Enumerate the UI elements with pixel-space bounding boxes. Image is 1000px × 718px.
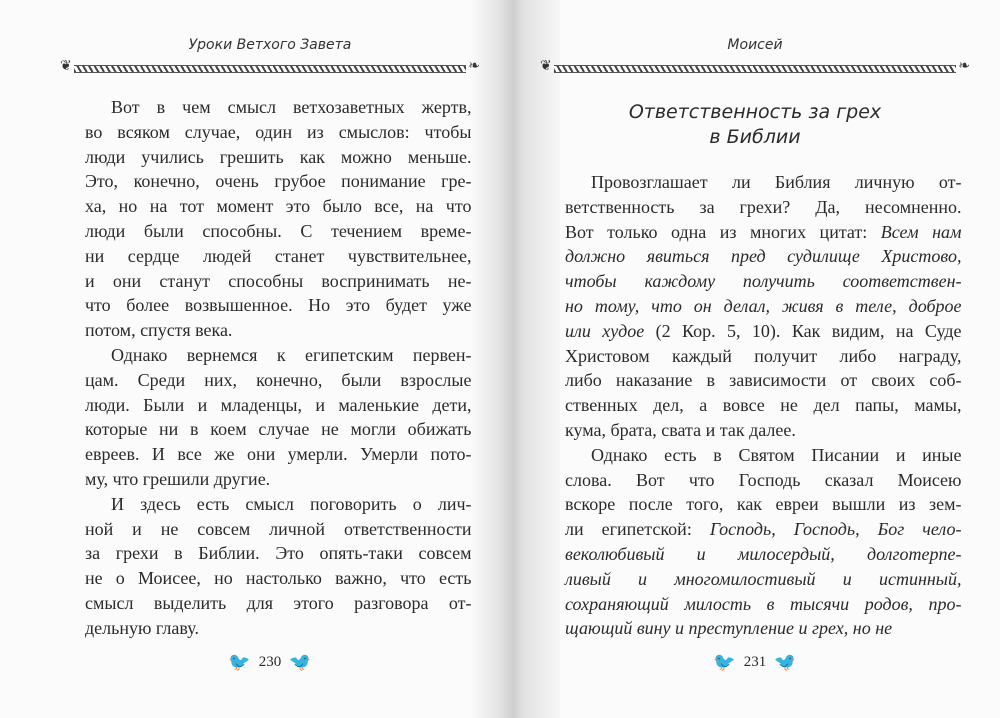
scripture-quote: но тому, что он делал, живя в теле, доброе — [565, 295, 962, 316]
scripture-quote: веколюбивый и милосердый, долготерпе- — [565, 543, 962, 564]
text-line — [85, 517, 472, 542]
text-line — [565, 319, 962, 344]
text-line — [565, 443, 962, 468]
right-page — [540, 0, 970, 718]
body-text — [85, 95, 472, 641]
text-line — [85, 244, 472, 269]
text-line — [565, 592, 962, 617]
page-number: 🐦 230 🐦 — [228, 652, 312, 672]
text-segment: евреев. И все же они умерли. Умерли пото- — [85, 444, 472, 465]
text-segment: ветственность за грехи? Да, несомненно. — [565, 196, 962, 217]
text-line — [85, 318, 472, 343]
text-segment: Христовом каждый получит либо награду, — [565, 345, 962, 366]
text-segment: Вот в чем смысл ветхозаветных жертв, — [111, 97, 472, 117]
scripture-quote: Всем нам — [880, 221, 962, 242]
text-line — [85, 467, 472, 492]
text-segment: дельную главу. — [85, 617, 199, 638]
text-line — [85, 492, 472, 517]
text-segment: люди были способны. С течением време- — [85, 220, 472, 241]
text-line — [85, 219, 472, 244]
text-line — [85, 194, 472, 219]
text-segment: и они станут способны воспринимать не- — [85, 270, 472, 291]
text-segment: Вот только одна из многих цитат: — [565, 221, 881, 242]
text-segment: ли египетской: — [565, 519, 710, 540]
text-segment: слова. Вот что Господь сказал Моисею — [565, 469, 962, 490]
text-line — [565, 170, 962, 195]
text-line — [85, 591, 472, 616]
text-segment: кума, брата, свата и так далее. — [565, 419, 796, 440]
text-line — [565, 195, 962, 220]
text-line — [565, 244, 962, 269]
text-segment: вскоре после того, как евреи вышли из зем- — [565, 494, 962, 515]
text-line — [85, 417, 472, 442]
text-segment: Это, конечно, очень грубое понимание гре- — [85, 171, 472, 192]
bird-icon: 🐦 — [228, 652, 251, 672]
text-segment: ха, но на тот момент это было все, на что — [85, 196, 472, 217]
rope-border-icon: ❦ ❧ — [60, 59, 480, 74]
text-line — [565, 393, 962, 418]
text-line — [85, 368, 472, 393]
scripture-quote: сохраняющий милость в тысячи родов, про- — [565, 593, 962, 614]
scripture-quote: должно явиться пред судилище Христово, — [565, 246, 962, 267]
text-segment: смысл выделить для этого разговора от- — [85, 592, 472, 613]
bird-icon: 🐦 — [289, 652, 312, 672]
rope-border-icon: ❦ ❧ — [540, 59, 970, 74]
text-line — [565, 567, 962, 592]
text-line — [565, 368, 962, 393]
text-line — [565, 542, 962, 567]
text-line — [85, 616, 472, 641]
text-line — [85, 293, 472, 318]
text-line — [565, 220, 962, 245]
text-segment: либо наказание в зависимости от своих соб- — [565, 370, 962, 391]
scripture-quote: чтобы каждому получить соответствен- — [565, 271, 962, 292]
text-segment: потом, спустя века. — [85, 320, 233, 341]
text-line — [565, 517, 962, 542]
left-page — [60, 0, 480, 718]
text-line — [565, 468, 962, 493]
body-text — [565, 170, 962, 641]
page-number: 🐦 231 🐦 — [713, 652, 797, 672]
running-head: Моисей — [727, 37, 783, 53]
scripture-quote: ливый и многомилостивый и истинный, — [565, 568, 962, 589]
text-line — [85, 169, 472, 194]
text-line — [565, 269, 962, 294]
text-segment: цам. Среди них, конечно, были взрослые — [85, 369, 472, 390]
text-segment: которые ни в коем случае не могли обижать — [85, 419, 472, 440]
text-segment: му, что грешили другие. — [85, 468, 271, 489]
text-segment: ни сердце людей станет чувствительнее, — [85, 245, 472, 266]
text-segment: Провозглашает ли Библия личную от- — [591, 172, 962, 192]
bird-icon: 🐦 — [774, 652, 797, 672]
text-segment: люди. Были и младенцы, и маленькие дети, — [85, 394, 472, 415]
text-segment: Однако есть в Святом Писании и иные — [591, 444, 962, 465]
text-segment: И здесь есть смысл поговорить о лич- — [111, 493, 472, 514]
text-line — [85, 95, 472, 120]
text-segment: во всяком случае, один из смыслов: чтобы — [85, 121, 472, 142]
text-line — [85, 145, 472, 170]
text-segment: (2 Кор. 5, 10). Как видим, на Суде — [644, 320, 962, 341]
text-segment: ной и не совсем личной ответственности — [85, 518, 472, 539]
text-line — [85, 442, 472, 467]
text-segment: Однако вернемся к египетским первен- — [111, 344, 472, 365]
text-line — [85, 269, 472, 294]
text-line — [85, 541, 472, 566]
text-line — [565, 492, 962, 517]
text-line — [85, 343, 472, 368]
text-line — [85, 120, 472, 145]
text-segment: не о Моисее, но настолько важно, что есть — [85, 568, 472, 589]
text-segment: за грехи в Библии. Это опять-таки совсем — [85, 543, 472, 564]
text-line — [85, 566, 472, 591]
scripture-quote: щающий вину и преступление и грех, но не — [565, 618, 893, 639]
text-line — [565, 418, 962, 443]
text-line — [565, 616, 962, 641]
text-line — [565, 294, 962, 319]
scripture-quote: или худое — [565, 320, 645, 341]
text-segment: ственных дел, а вовсе не дел папы, мамы, — [565, 395, 962, 416]
text-segment: что более возвышенное. Но это будет уже — [85, 295, 472, 316]
chapter-heading: Ответственность за грех в Библии — [628, 101, 882, 148]
bird-icon: 🐦 — [713, 652, 736, 672]
text-line — [565, 344, 962, 369]
running-head: Уроки Ветхого Завета — [188, 37, 352, 53]
scripture-quote: Господь, Господь, Бог чело- — [709, 519, 962, 540]
text-segment: люди учились грешить как можно меньше. — [85, 146, 472, 167]
text-line — [85, 393, 472, 418]
